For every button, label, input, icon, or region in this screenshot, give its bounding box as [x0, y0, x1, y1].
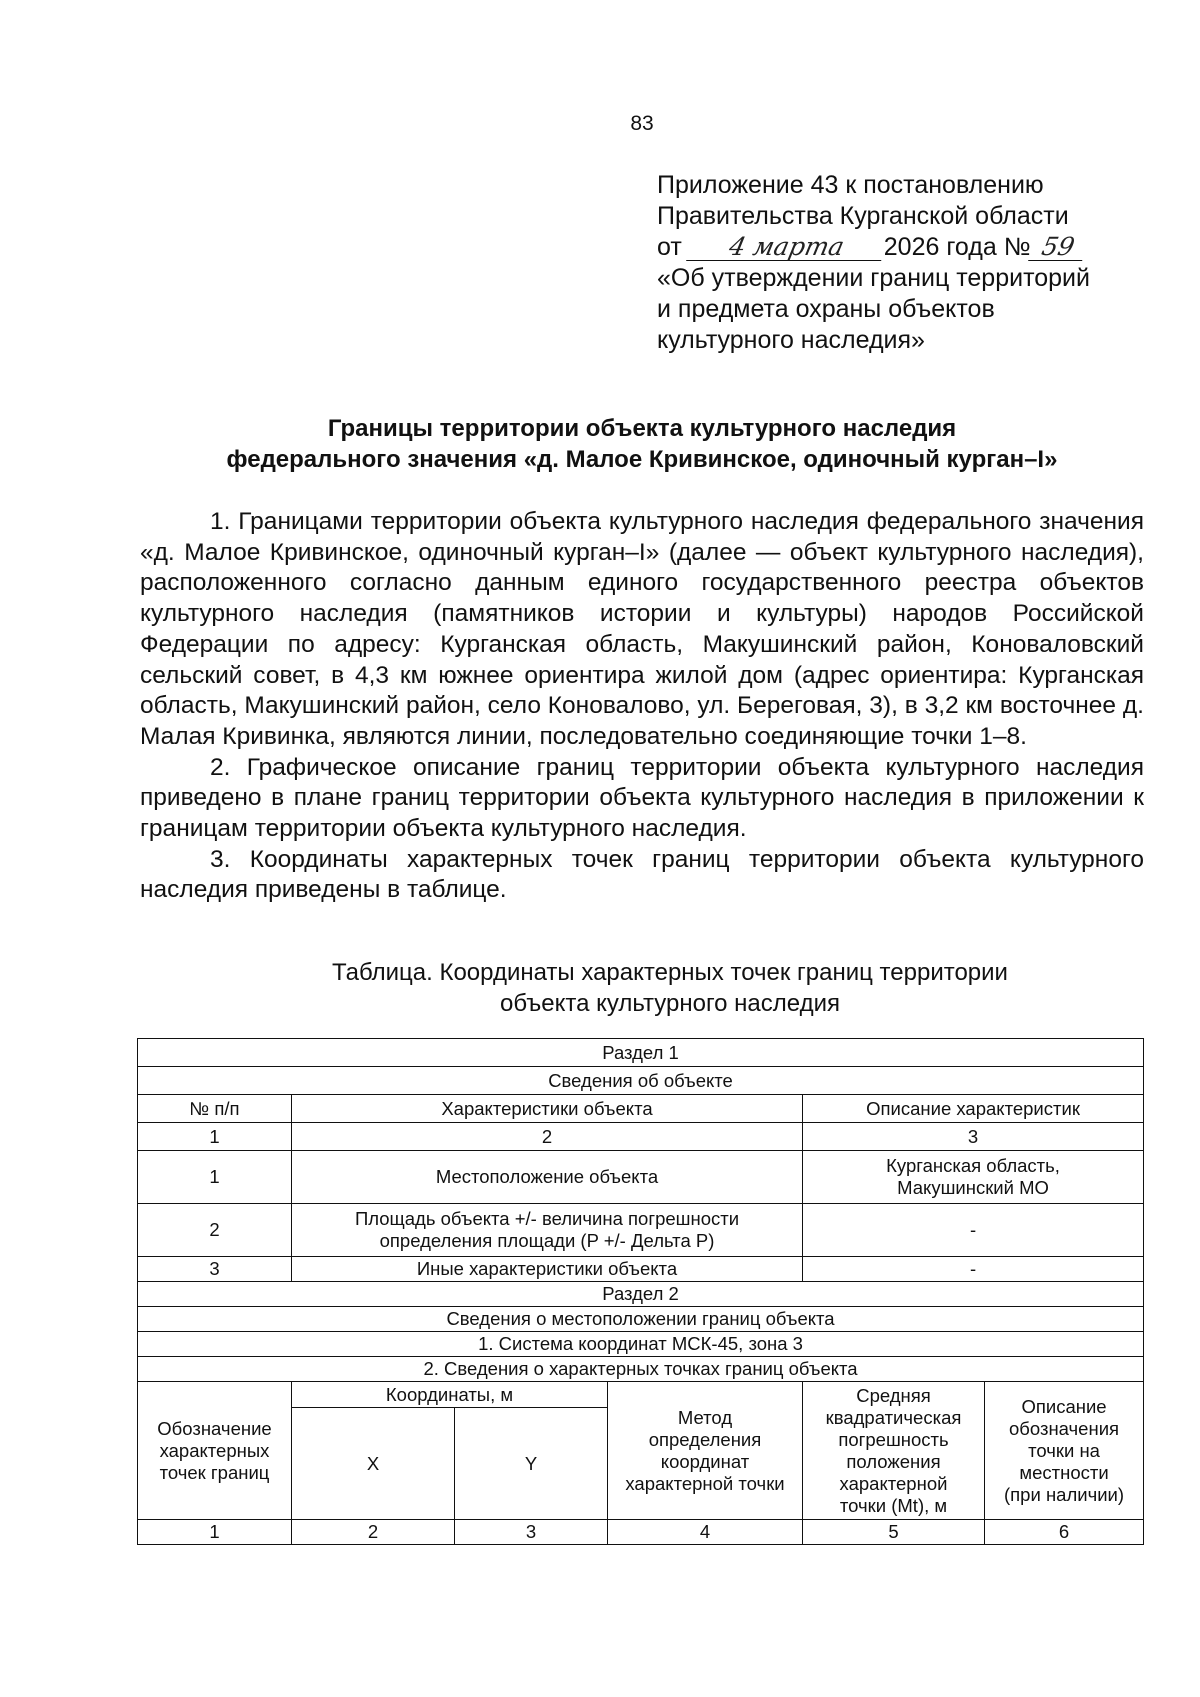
appendix-year: 2026 года № [883, 233, 1031, 261]
column-number: 1 [138, 1520, 292, 1545]
row-number: 3 [138, 1257, 292, 1282]
section-1-title: Сведения об объекте [138, 1067, 1144, 1095]
characteristic-name-line: определения площади (P +/- Дельта P) [379, 1230, 715, 1251]
paragraph-1: 1. Границами территории объекта культурного наследия федерального значения «д. Малое Кривинское, одиночный курган–I» (далее — объект культурного наследия), расположенного согласно данным единого государственного реестра объектов культурного наследия (памятников истории и культуры) народов Российской Федерации по адресу: Курганская область, Макушинский район, Коноваловский сельский совет, в 4,3 км южнее ориентира жилой дом (адрес ориентира: Курганская область, Макушинский район, село Коновалово, ул. Береговая, 3), в 3,2 км восточнее д. Малая Кривинка, являются линии, последовательно соединяющие точки 1–8. [140, 508, 1144, 750]
title-line-2: федерального значения «д. Малое Кривинское, одиночный курган–I» [226, 446, 1058, 473]
table-row [138, 1357, 1144, 1382]
characteristic-name-line: Площадь объекта +/- величина погрешности [354, 1208, 740, 1229]
table-row [138, 1282, 1144, 1307]
appendix-from: от [657, 233, 682, 261]
header-line: Обозначение [157, 1417, 272, 1439]
coordinates-table [137, 1038, 1144, 1545]
header-num-cell: 1 [138, 1123, 292, 1151]
header-line: обозначения [1009, 1417, 1120, 1439]
paragraph-2: 2. Графическое описание границ территории объекта культурного наследия приведено в плане границ территории объекта культурного наследия в приложении к границам территории объекта культурного наследия. [140, 753, 1144, 843]
section-1-heading: Раздел 1 [138, 1039, 1144, 1067]
appendix-line-3 [657, 232, 1177, 263]
appendix-line-5: и предмета охраны объектов [657, 295, 995, 323]
appendix-line-2: Правительства Курганской области [657, 202, 1069, 230]
row-number: 2 [138, 1204, 292, 1257]
paragraph-3: 3. Координаты характерных точек границ территории объекта культурного наследия приведены в таблице. [140, 845, 1144, 904]
table-row [138, 1257, 1144, 1282]
table-caption-line-1: Таблица. Координаты характерных точек границ территории [332, 959, 1008, 986]
column-number: 2 [292, 1520, 455, 1545]
table-row [138, 1520, 1144, 1545]
header-line: координат [660, 1450, 750, 1472]
table-row [138, 1332, 1144, 1357]
header-line: (при наличии) [1004, 1483, 1125, 1505]
header-cell: Характеристики объекта [292, 1095, 803, 1123]
appendix-line-1: Приложение 43 к постановлению [657, 171, 1044, 199]
characteristic-value-line: Курганская область, [886, 1155, 1060, 1176]
header-line: Описание [1021, 1395, 1107, 1417]
appendix-line-6: культурного наследия» [657, 326, 925, 354]
characteristic-value: - [803, 1204, 1144, 1257]
header-line: точки на [1028, 1439, 1100, 1461]
table-row [138, 1151, 1144, 1204]
header-line: характерных [159, 1439, 270, 1461]
table-row [138, 1067, 1144, 1095]
header-line: характерной точки [625, 1472, 785, 1494]
characteristic-name [292, 1204, 803, 1257]
table-row [138, 1307, 1144, 1332]
header-line: положения [846, 1450, 941, 1472]
table-row [138, 1039, 1144, 1067]
table-caption [0, 957, 1200, 1019]
coordinates-header: Координаты, м [292, 1382, 608, 1408]
handwritten-number: 59 [1028, 234, 1088, 261]
header-num-cell: 3 [803, 1123, 1144, 1151]
body-text [140, 507, 1144, 906]
header-line: Метод [677, 1406, 733, 1428]
description-header [985, 1382, 1144, 1520]
characteristic-value-line: Макушинский МО [897, 1177, 1049, 1198]
header-cell: Описание характеристик [803, 1095, 1144, 1123]
header-line: квадратическая [825, 1406, 962, 1428]
column-number: 6 [985, 1520, 1144, 1545]
table-row [138, 1123, 1144, 1151]
x-header: X [292, 1408, 455, 1520]
page-number: 83 [630, 112, 654, 135]
points-title: 2. Сведения о характерных точках границ объекта [138, 1357, 1144, 1382]
appendix-block [657, 170, 1177, 356]
characteristic-name: Местоположение объекта [292, 1151, 803, 1204]
header-num-cell: 2 [292, 1123, 803, 1151]
error-header [803, 1382, 985, 1520]
method-header [608, 1382, 803, 1520]
header-line: характерной [839, 1472, 948, 1494]
column-number: 5 [803, 1520, 985, 1545]
document-title [0, 413, 1200, 475]
handwritten-date: 4 марта [686, 234, 887, 261]
header-line: точки (Mt), м [839, 1494, 948, 1516]
table-row [138, 1204, 1144, 1257]
characteristic-value [803, 1151, 1144, 1204]
header-line: погрешность [838, 1428, 949, 1450]
y-header: Y [455, 1408, 608, 1520]
header-line: определения [648, 1428, 762, 1450]
header-line: местности [1019, 1461, 1109, 1483]
coordinate-system: 1. Система координат МСК-45, зона 3 [138, 1332, 1144, 1357]
title-line-1: Границы территории объекта культурного наследия [327, 415, 957, 442]
table-caption-line-2: объекта культурного наследия [499, 990, 841, 1017]
table-row [138, 1382, 1144, 1408]
characteristic-value: - [803, 1257, 1144, 1282]
section-2-heading: Раздел 2 [138, 1282, 1144, 1307]
section-2-title: Сведения о местоположении границ объекта [138, 1307, 1144, 1332]
characteristic-name: Иные характеристики объекта [292, 1257, 803, 1282]
appendix-line-4: «Об утверждении границ территорий [657, 264, 1090, 292]
header-line: Средняя [856, 1384, 931, 1406]
row-number: 1 [138, 1151, 292, 1204]
designation-header [138, 1382, 292, 1520]
header-line: точек границ [159, 1461, 270, 1483]
column-number: 3 [455, 1520, 608, 1545]
header-cell: № п/п [138, 1095, 292, 1123]
column-number: 4 [608, 1520, 803, 1545]
table-row [138, 1095, 1144, 1123]
